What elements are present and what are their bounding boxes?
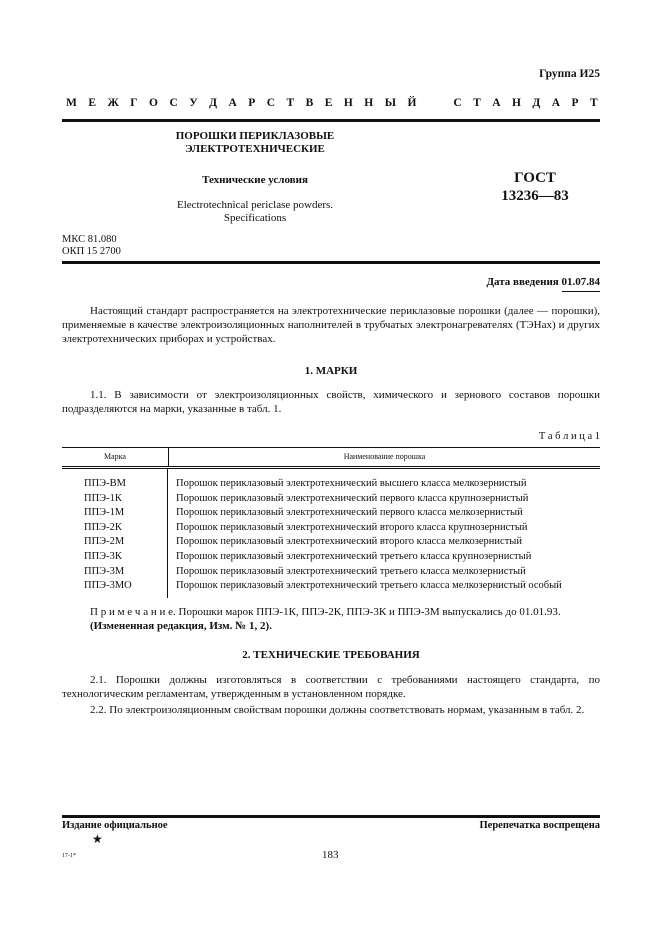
banner-letter: Т (473, 97, 481, 109)
banner-letter: Р (248, 97, 256, 109)
banner-letter: А (492, 97, 501, 109)
banner-letter: М (66, 97, 77, 109)
table-note (62, 605, 600, 619)
subtitle: Технические условия (202, 174, 308, 186)
name-cell: Порошок периклазовый электротехнический третьего класса крупнозернистый (176, 550, 532, 562)
table-row (62, 506, 600, 521)
banner-letter: Т (286, 97, 295, 109)
footer-rule (62, 815, 600, 818)
banner-letter: Н (343, 97, 353, 109)
table-caption: Т а б л и ц а 1 (538, 431, 600, 442)
grade-cell: ППЭ-3МО (84, 580, 132, 592)
grade-cell: ППЭ-3М (84, 565, 125, 577)
intro-date-label: Дата введения (486, 276, 559, 288)
banner-letter: В (305, 97, 314, 109)
table-header (62, 447, 600, 469)
banner-letter: А (551, 97, 561, 109)
note-text: Порошки марок ППЭ-1К, ППЭ-2К, ППЭ-3К и ППЭ-3М выпускались до 01.01.93. (178, 606, 561, 618)
section-1-title: 1. МАРКИ (304, 365, 358, 377)
english-title (140, 199, 370, 225)
banner-letter: О (149, 97, 158, 109)
banner-letter: Д (532, 97, 541, 109)
gost-number: 13236—83 (501, 188, 569, 204)
mks-code: МКС 81.080 (62, 234, 117, 245)
english-line: Specifications (223, 212, 287, 224)
banner-letter: Ж (107, 97, 119, 109)
name-cell: Порошок периклазовый электротехнический первого класса мелкозернистый (176, 507, 523, 519)
paragraph-2-1: 2.1. Порошки должны изготовляться в соответствии с требованиями настоящего стандарта, по технологическим регламентам, утвержденным в установленном порядке. (62, 674, 600, 700)
banner-letter: С (266, 97, 276, 109)
section-2-title: 2. ТЕХНИЧЕСКИЕ ТРЕБОВАНИЯ (242, 649, 420, 661)
table-row (62, 492, 600, 507)
banner-letter: Р (571, 97, 579, 109)
document-title (140, 130, 370, 156)
banner-letter: А (228, 97, 237, 109)
table-row (62, 550, 600, 565)
english-line: Electrotechnical periclase powders. (176, 199, 334, 211)
grade-cell: ППЭ-1М (84, 507, 125, 519)
intro-paragraph: Настоящий стандарт распространяется на электротехнические периклазовые порошки (далее — порошки), применяемые в качестве электроизоляционных наполнителей в трубчатых электронагревателях (ТЭНах) и других электротехнических приборах и устройствах. (62, 305, 600, 345)
title-line: ПОРОШКИ ПЕРИКЛАЗОВЫЕ (175, 130, 335, 142)
banner-letter: Е (324, 97, 333, 109)
table-1 (62, 447, 600, 598)
name-cell: Порошок периклазовый электротехнический второго класса крупнозернистый (176, 521, 528, 533)
grade-cell: ППЭ-2К (84, 521, 122, 533)
classification-codes (62, 234, 121, 258)
interstate-standard-banner (66, 97, 598, 109)
paragraph-1-1: 1.1. В зависимости от электроизоляционных свойств, химического и зернового составов порошки подразделяются на марки, указанные в табл. 1. (62, 389, 600, 415)
official-edition: Издание официальное (62, 820, 168, 831)
intro-date (486, 276, 600, 288)
paragraph-2-2: 2.2. По электроизоляционным свойствам порошки должны соответствовать нормам, указанным в табл. 2. (90, 704, 585, 716)
grade-cell: ППЭ-2М (84, 536, 125, 548)
banner-letter: Н (364, 97, 374, 109)
table-body (62, 469, 600, 598)
banner-letter: Й (407, 97, 417, 109)
grade-cell: ППЭ-3К (84, 550, 122, 562)
table-row (62, 477, 600, 492)
name-cell: Порошок периклазовый электротехнический третьего класса мелкозернистый особый (176, 580, 562, 592)
gost-label: ГОСТ (514, 170, 556, 186)
title-line: ЭЛЕКТРОТЕХНИЧЕСКИЕ (185, 143, 325, 155)
banner-letter: Т (590, 97, 598, 109)
intro-date-value: 01.07.84 (562, 276, 601, 292)
banner-letter: Е (88, 97, 96, 109)
column-divider (167, 469, 168, 598)
banner-letter: Н (511, 97, 521, 109)
table-row (62, 565, 600, 580)
reprint-prohibited: Перепечатка воспрещена (479, 820, 600, 831)
banner-letter: Д (209, 97, 218, 109)
table-row (62, 521, 600, 536)
gost-designation (480, 169, 590, 205)
table-row (62, 579, 600, 594)
top-rule (62, 119, 600, 122)
banner-letter: С (169, 97, 178, 109)
name-cell: Порошок периклазовый электротехнический первого класса крупнозернистый (176, 492, 529, 504)
header-bottom-rule (62, 261, 600, 264)
page-number: 183 (322, 849, 339, 861)
name-cell: Порошок периклазовый электротехнический высшего класса мелкозернистый (176, 478, 527, 489)
group-label: Группа И25 (539, 68, 600, 80)
banner-letter (428, 97, 442, 109)
revision-note: (Измененная редакция, Изм. № 1, 2). (90, 620, 272, 632)
table-row (62, 535, 600, 550)
note-label: П р и м е ч а н и е. (90, 606, 176, 618)
banner-letter: Г (130, 97, 138, 109)
banner-letter: С (453, 97, 462, 109)
star-icon: ★ (92, 832, 103, 846)
okp-code: ОКП 15 2700 (62, 246, 121, 257)
sheet-mark: 17-1* (62, 853, 76, 859)
grade-cell: ППЭ-1К (84, 492, 122, 504)
column-header: Наименование порошка (343, 452, 426, 461)
column-header: Марка (62, 448, 169, 466)
name-cell: Порошок периклазовый электротехнический третьего класса мелкозернистый (176, 565, 526, 577)
banner-letter: Ы (384, 97, 396, 109)
name-cell: Порошок периклазовый электротехнический второго класса мелкозернистый (176, 536, 522, 548)
grade-cell: ППЭ-ВМ (84, 478, 126, 489)
banner-letter: У (189, 97, 198, 109)
